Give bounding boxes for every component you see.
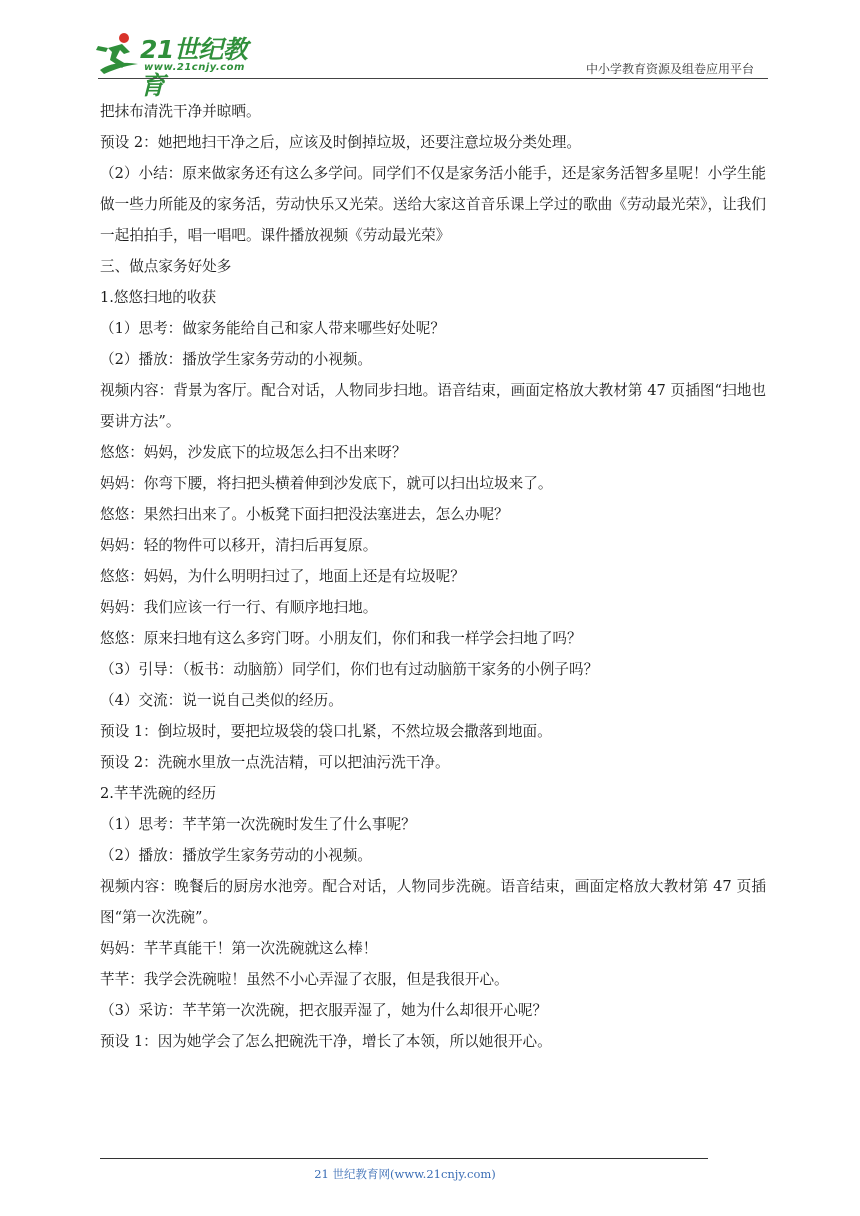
section-heading: 三、做点家务好处多 — [100, 258, 232, 275]
paragraph: 把抹布清洗干净并晾晒。 — [100, 103, 261, 120]
site-logo[interactable] — [94, 30, 264, 100]
paragraph: （1）思考：做家务能给自己和家人带来哪些好处呢？ — [100, 320, 445, 337]
document-body — [100, 96, 766, 1057]
runner-logo-icon — [94, 30, 144, 76]
paragraph: 预设 2：洗碗水里放一点洗洁精，可以把油污洗干净。 — [100, 754, 450, 771]
paragraph: （4）交流：说一说自己类似的经历。 — [100, 692, 343, 709]
paragraph: （2）小结：原来做家务还有这么多学问。同学们不仅是家务活小能手，还是家务活智多星呢！小学生能做一些力所能及的家务活，劳动快乐又光荣。送给大家这首音乐课上学过的歌曲《劳动最光荣》，让我们一起拍拍手，唱一唱吧。课件播放视频《劳动最光荣》 — [100, 165, 767, 244]
dialogue-line: 妈妈：我们应该一行一行、有顺序地扫地。 — [100, 599, 378, 616]
subsection-heading: 2.芊芊洗碗的经历 — [100, 785, 217, 802]
dialogue-line: 悠悠：妈妈，为什么明明扫过了，地面上还是有垃圾呢？ — [100, 568, 465, 585]
logo-text: 21世纪教育 — [140, 35, 248, 100]
dialogue-line: 妈妈：芊芊真能干！第一次洗碗就这么棒！ — [100, 940, 378, 957]
logo-url: www.21cnjy.com — [144, 62, 245, 73]
paragraph: 预设 1：因为她学会了怎么把碗洗干净，增长了本领，所以她很开心。 — [100, 1033, 552, 1050]
subsection-heading: 1.悠悠扫地的收获 — [100, 289, 217, 306]
footer-link[interactable]: 21 世纪教育网(www.21cnjy.com) — [314, 1167, 496, 1181]
paragraph: （2）播放：播放学生家务劳动的小视频。 — [100, 847, 372, 864]
dialogue-line: 妈妈：轻的物件可以移开，清扫后再复原。 — [100, 537, 378, 554]
paragraph: （3）采访：芊芊第一次洗碗，把衣服弄湿了，她为什么却很开心呢？ — [100, 1002, 548, 1019]
footer-divider — [100, 1158, 708, 1159]
dialogue-line: 悠悠：妈妈，沙发底下的垃圾怎么扫不出来呀？ — [100, 444, 407, 461]
dialogue-line: 芊芊：我学会洗碗啦！虽然不小心弄湿了衣服，但是我很开心。 — [100, 971, 509, 988]
paragraph: （1）思考：芊芊第一次洗碗时发生了什么事呢？ — [100, 816, 416, 833]
dialogue-line: 妈妈：你弯下腰，将扫把头横着伸到沙发底下，就可以扫出垃圾来了。 — [100, 475, 553, 492]
paragraph: （3）引导：（板书：动脑筋）同学们，你们也有过动脑筋干家务的小例子吗？ — [100, 661, 599, 678]
paragraph: 预设 2：她把地扫干净之后，应该及时倒掉垃圾，还要注意垃圾分类处理。 — [100, 134, 581, 151]
dialogue-line: 悠悠：原来扫地有这么多窍门呀。小朋友们，你们和我一样学会扫地了吗？ — [100, 630, 582, 647]
paragraph: （2）播放：播放学生家务劳动的小视频。 — [100, 351, 372, 368]
header-divider — [98, 78, 768, 79]
dialogue-line: 悠悠：果然扫出来了。小板凳下面扫把没法塞进去，怎么办呢？ — [100, 506, 509, 523]
platform-tagline: 中小学教育资源及组卷应用平台 — [585, 62, 754, 76]
paragraph: 预设 1：倒垃圾时，要把垃圾袋的袋口扎紧，不然垃圾会撒落到地面。 — [100, 723, 552, 740]
paragraph: 视频内容：背景为客厅。配合对话，人物同步扫地。语音结束，画面定格放大教材第 47 页插图“扫地也要讲方法”。 — [100, 382, 766, 430]
page-header — [0, 0, 860, 100]
paragraph: 视频内容：晚餐后的厨房水池旁。配合对话，人物同步洗碗。语音结束，画面定格放大教材第 47 页插图“第一次洗碗”。 — [100, 878, 766, 926]
